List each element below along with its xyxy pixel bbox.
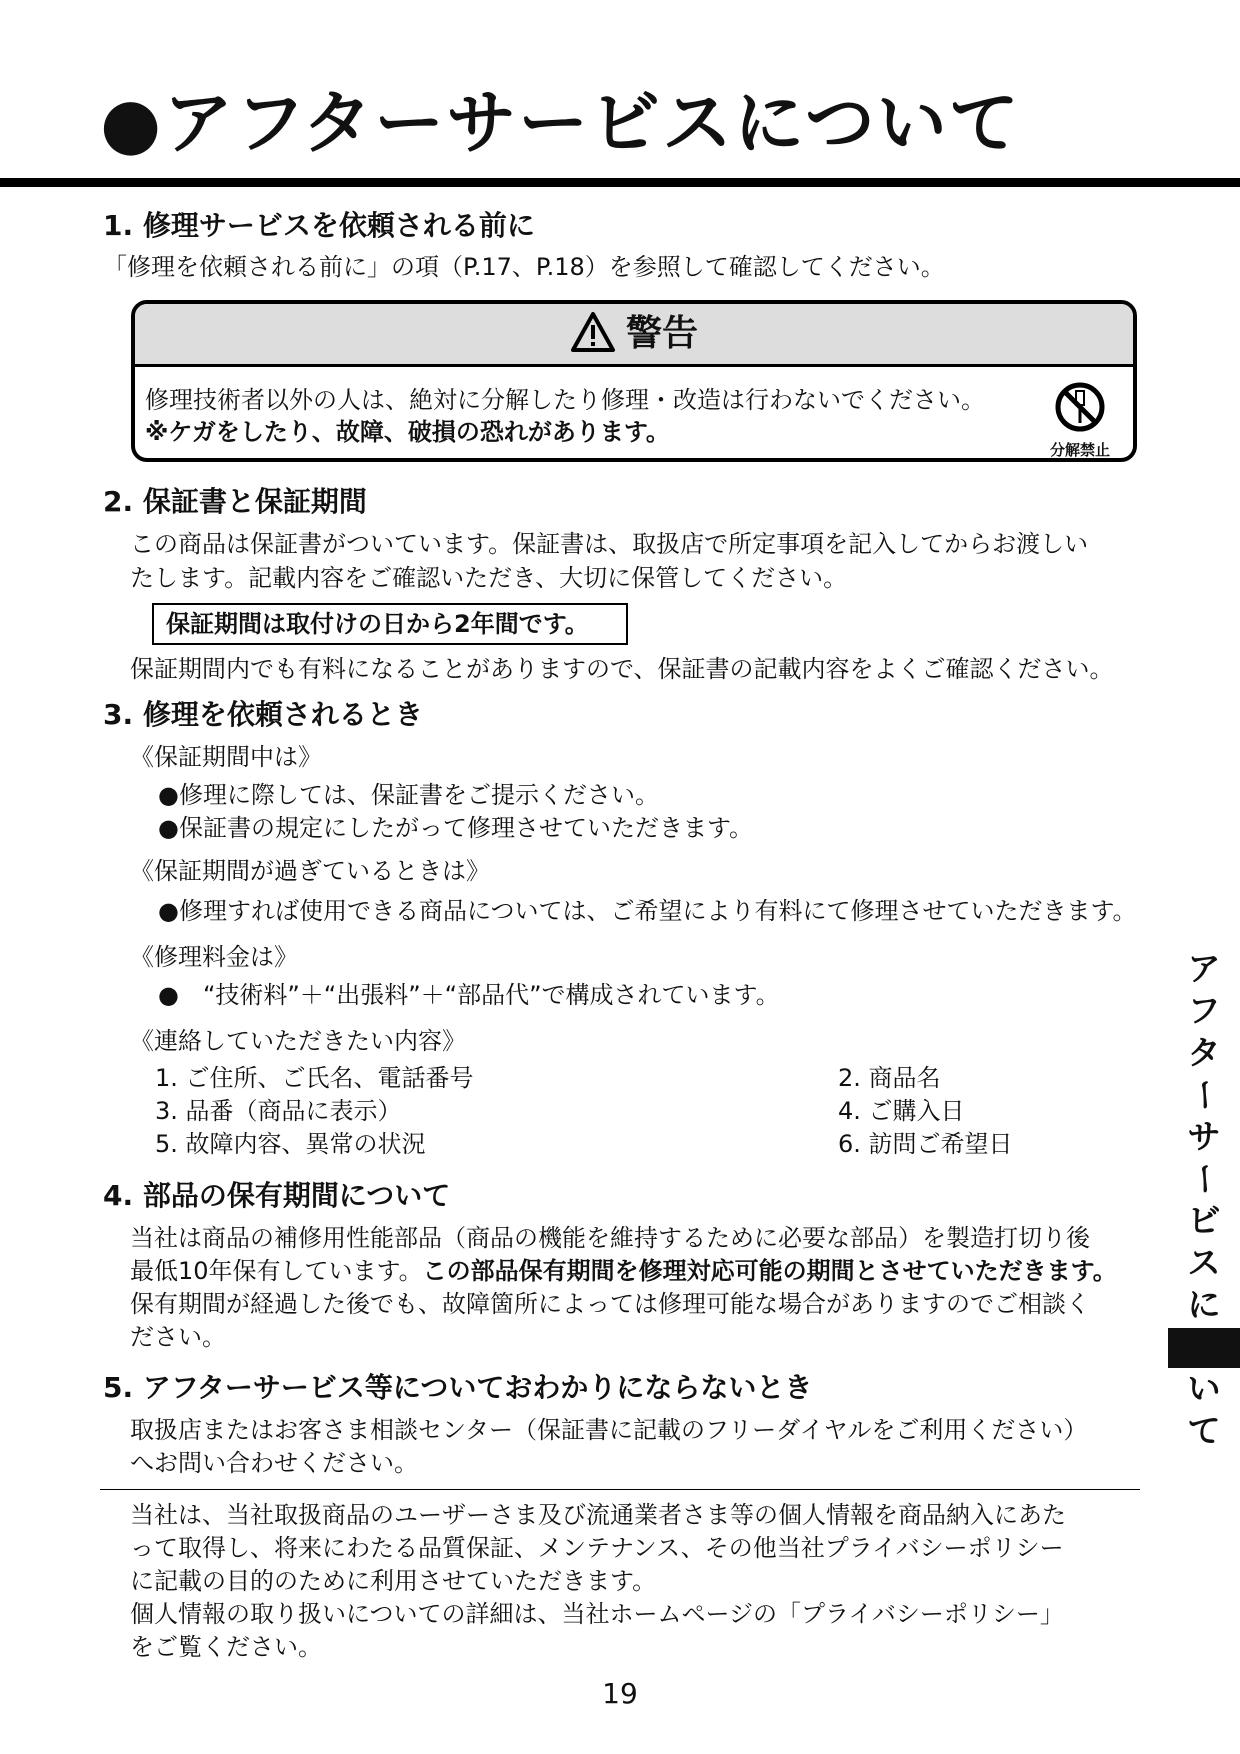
section4-line3: 保有期間が経過した後でも、故障箇所によっては修理可能な場合がありますのでご相談く (130, 1290, 1090, 1318)
warning-body (135, 367, 1133, 462)
section4-heading: 4. 部品の保有期間について (103, 1179, 451, 1212)
repair-fee-label: 《修理料金は》 (130, 943, 298, 971)
side-tab-char: ス (1187, 1243, 1221, 1282)
no-disassembly-mark (1045, 381, 1115, 460)
section5-heading: 5. アフターサービス等についておわかりにならないとき (103, 1371, 813, 1404)
section3-heading: 3. 修理を依頼されるとき (103, 698, 423, 731)
privacy-divider (100, 1489, 1140, 1490)
warning-title: 警告 (625, 313, 698, 354)
contact-info-label: 《連絡していただきたい内容》 (130, 1027, 466, 1055)
section2-note: 保証期間内でも有料になることがありますので、保証書の記載内容をよくご確認ください。 (130, 655, 1114, 683)
contact-item: 2. 商品名 (838, 1064, 941, 1092)
section2-heading: 2. 保証書と保証期間 (103, 485, 367, 518)
list-item: ●修理に際しては、保証書をご提示ください。 (158, 781, 659, 809)
list-item: ●保証書の規定にしたがって修理させていただきます。 (158, 814, 754, 842)
side-tab-char: タ (1187, 1033, 1221, 1072)
warning-box (131, 300, 1137, 462)
section1-heading: 1. 修理サービスを依頼される前に (103, 209, 535, 242)
privacy-line: 当社は、当社取扱商品のユーザーさま及び流通業者さま等の個人情報を商品納入にあた (130, 1501, 1066, 1529)
title-rule (0, 178, 1240, 187)
side-tab-char: ア (1187, 949, 1221, 988)
warning-line1: 修理技術者以外の人は、絶対に分解したり修理・改造は行わないでください。 (145, 386, 985, 414)
side-tab-char: い (1187, 1369, 1221, 1408)
privacy-line: って取得し、将来にわたる品質保証、メンテナンス、その他当社プライバシーポリシー (130, 1534, 1064, 1562)
section5-line2: へお問い合わせください。 (130, 1449, 418, 1477)
side-tab-char: サ (1187, 1117, 1221, 1156)
page-title: ●アフターサービスについて (100, 82, 1021, 164)
contact-item: 4. ご購入日 (838, 1097, 965, 1125)
side-tab-label (1180, 948, 1228, 1452)
section4-line2-plain: 最低10年保有しています。 (130, 1257, 423, 1285)
section5-line1: 取扱店またはお客さま相談センター（保証書に記載のフリーダイヤルをご利用ください） (130, 1416, 1088, 1444)
side-tab-char: に (1187, 1285, 1221, 1324)
warning-triangle-icon (570, 311, 616, 357)
section2-line2: たします。記載内容をご確認いただき、大切に保管してください。 (130, 564, 848, 592)
privacy-line: 個人情報の取り扱いについての詳細は、当社ホームページの「プライバシーポリシー」 (130, 1600, 1064, 1628)
section4-line2-bold: この部品保有期間を修理対応可能の期間とさせていただきます。 (422, 1257, 1117, 1285)
no-disassembly-label: 分解禁止 (1049, 441, 1110, 459)
after-warranty-label: 《保証期間が過ぎているときは》 (130, 857, 490, 885)
privacy-line: に記載の目的のために利用させていただきます。 (130, 1567, 657, 1595)
contact-item: 5. 故障内容、異常の状況 (155, 1130, 426, 1158)
section1-text: 「修理を依頼される前に」の項（P.17、P.18）を参照して確認してください。 (103, 253, 945, 281)
list-item: ● “技術料”＋“出張料”＋“部品代”で構成されています。 (158, 981, 780, 1009)
side-tab-char: ビ (1187, 1201, 1221, 1240)
contact-item: 6. 訪問ご希望日 (838, 1130, 1013, 1158)
section2-line1: この商品は保証書がついています。保証書は、取扱店で所定事項を記入してからお渡しい (130, 530, 1089, 558)
warning-header (135, 304, 1133, 367)
warning-line2: ※ケガをしたり、故障、破損の恐れがあります。 (145, 418, 670, 446)
page-number: 19 (602, 1677, 638, 1710)
during-warranty-label: 《保証期間中は》 (130, 743, 322, 771)
side-tab-char: ー (1185, 1078, 1224, 1112)
no-disassembly-icon (1054, 418, 1106, 437)
contact-item: 3. 品番（商品に表示） (155, 1097, 402, 1125)
side-tab-char: フ (1187, 991, 1221, 1030)
section4-line4: ださい。 (130, 1323, 226, 1351)
section-tab-marker (1168, 1328, 1240, 1368)
section4-line1: 当社は商品の補修用性能部品（商品の機能を維持するために必要な部品）を製造打切り後 (130, 1224, 1090, 1252)
section4-line2 (130, 1254, 1117, 1288)
side-tab-char: て (1187, 1411, 1221, 1450)
warranty-period-box: 保証期間は取付けの日から2年間です。 (152, 603, 628, 645)
privacy-line: をご覧ください。 (130, 1633, 322, 1661)
list-item: ●修理すれば使用できる商品については、ご希望により有料にて修理させていただきます。 (158, 897, 1137, 925)
side-tab-char: ー (1185, 1162, 1224, 1196)
contact-item: 1. ご住所、ご氏名、電話番号 (155, 1064, 474, 1092)
